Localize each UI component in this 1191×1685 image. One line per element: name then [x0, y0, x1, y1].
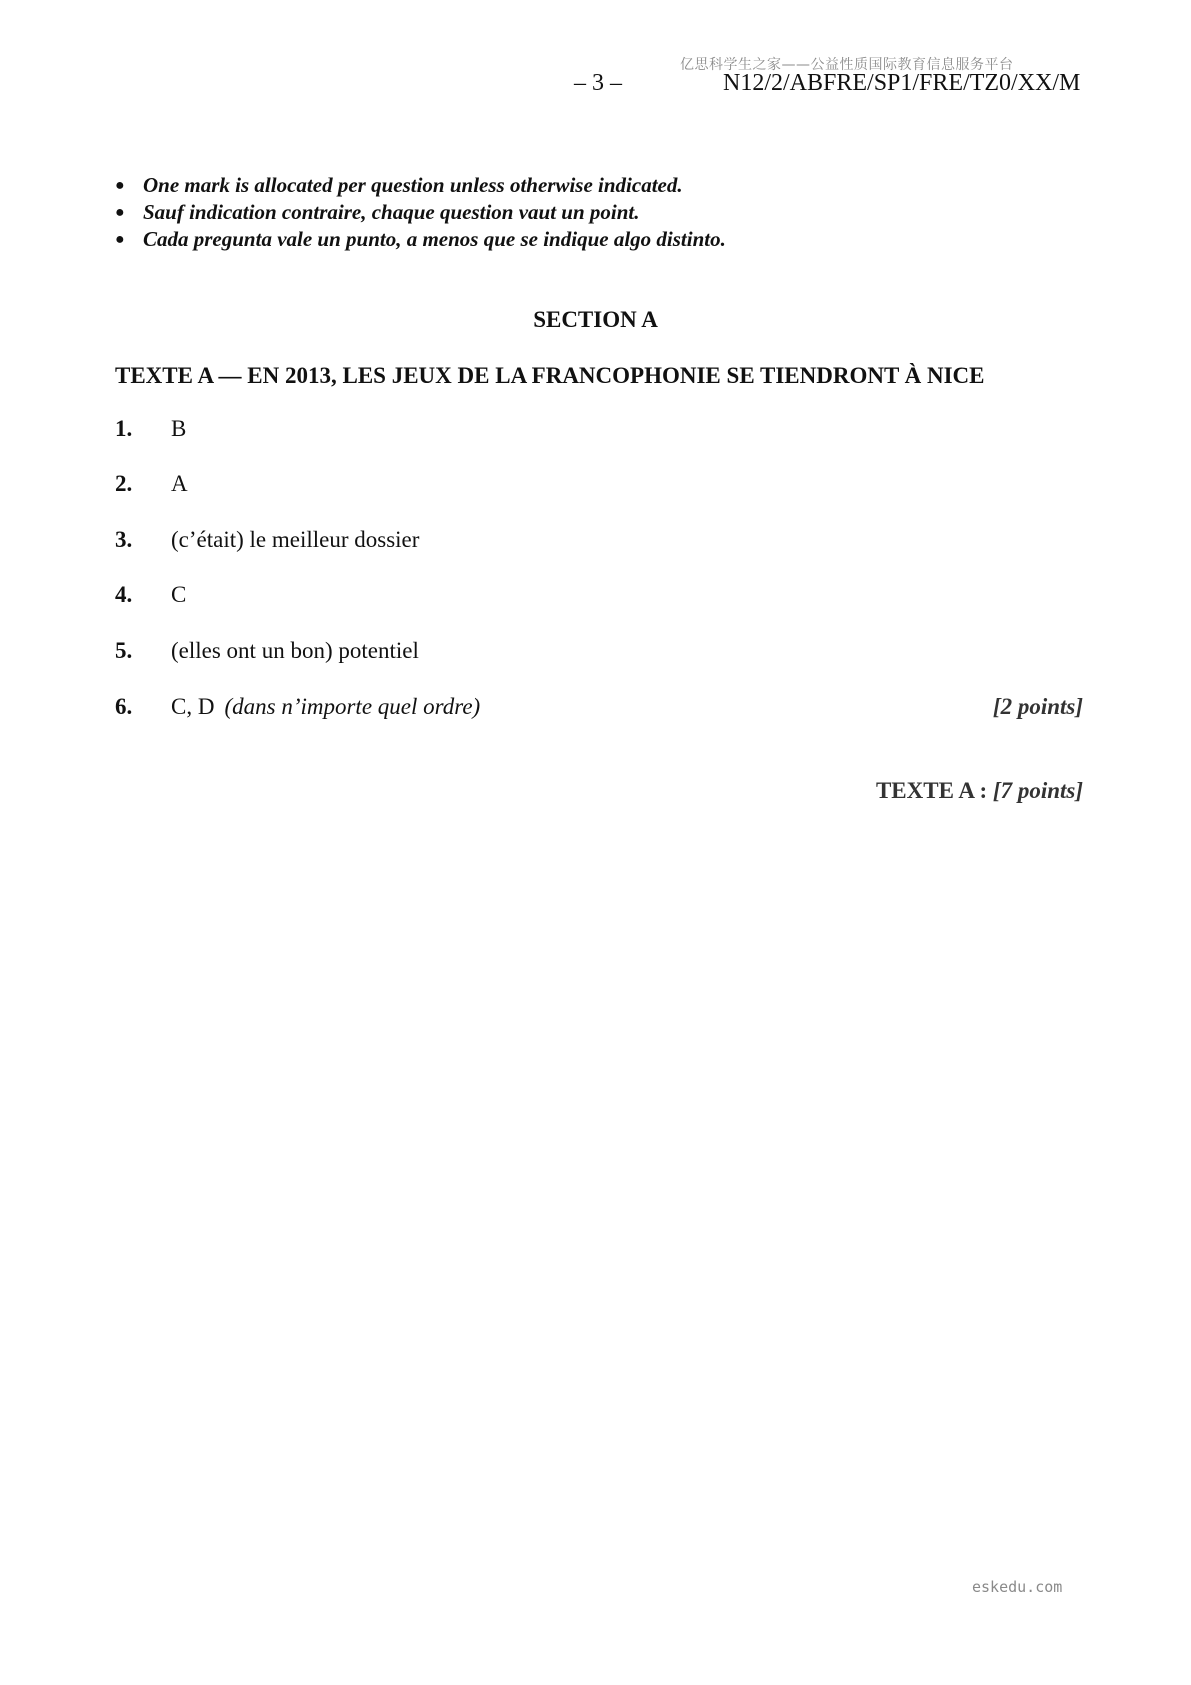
answer-number: 6. [115, 694, 133, 719]
answer-text-group [171, 694, 480, 720]
instruction-text: One mark is allocated per question unless otherwise indicated. [143, 173, 683, 197]
answer-number: 3. [115, 527, 133, 552]
instruction-text: Sauf indication contraire, chaque question vaut un point. [143, 200, 640, 224]
answer-text: A [171, 471, 188, 496]
answer-row [115, 527, 1083, 557]
watermark-top: 亿思科学生之家——公益性质国际教育信息服务平台 [680, 57, 1014, 73]
instruction-text: Cada pregunta vale un punto, a menos que se indique algo distinto. [143, 227, 726, 251]
answer-text: (c’était) le meilleur dossier [171, 527, 420, 552]
text-heading: TEXTE A — EN 2013, LES JEUX DE LA FRANCOPHONIE SE TIENDRONT À NICE [115, 363, 985, 388]
answer-number: 5. [115, 638, 133, 663]
answer-text: (elles ont un bon) potentiel [171, 638, 419, 663]
watermark-bottom: eskedu.com [972, 1578, 1063, 1596]
section-total [876, 778, 1083, 804]
answer-text: B [171, 416, 187, 441]
total-points: [7 points] [992, 778, 1083, 803]
bullet-icon: ● [115, 177, 125, 194]
answer-points: [2 points] [992, 694, 1083, 719]
bullet-icon: ● [115, 231, 125, 248]
answer-note: (dans n’importe quel ordre) [224, 694, 481, 719]
bullet-icon: ● [115, 204, 125, 221]
answer-row [115, 416, 1083, 446]
answer-row [115, 694, 1083, 724]
answer-row [115, 638, 1083, 668]
answer-number: 1. [115, 416, 133, 441]
instruction-item [115, 226, 726, 253]
answer-number: 2. [115, 471, 133, 496]
page-number: – 3 – [574, 70, 622, 96]
answer-text: C, D [171, 694, 215, 719]
document-code: N12/2/ABFRE/SP1/FRE/TZ0/XX/M [723, 70, 1081, 96]
instructions-list [115, 172, 726, 253]
answer-number: 4. [115, 582, 133, 607]
instruction-item [115, 172, 726, 199]
section-heading: SECTION A [533, 307, 658, 332]
answer-text: C [171, 582, 187, 607]
total-label: TEXTE A : [875, 778, 988, 803]
answer-row [115, 471, 1083, 501]
answer-row [115, 582, 1083, 612]
instruction-item [115, 199, 726, 226]
